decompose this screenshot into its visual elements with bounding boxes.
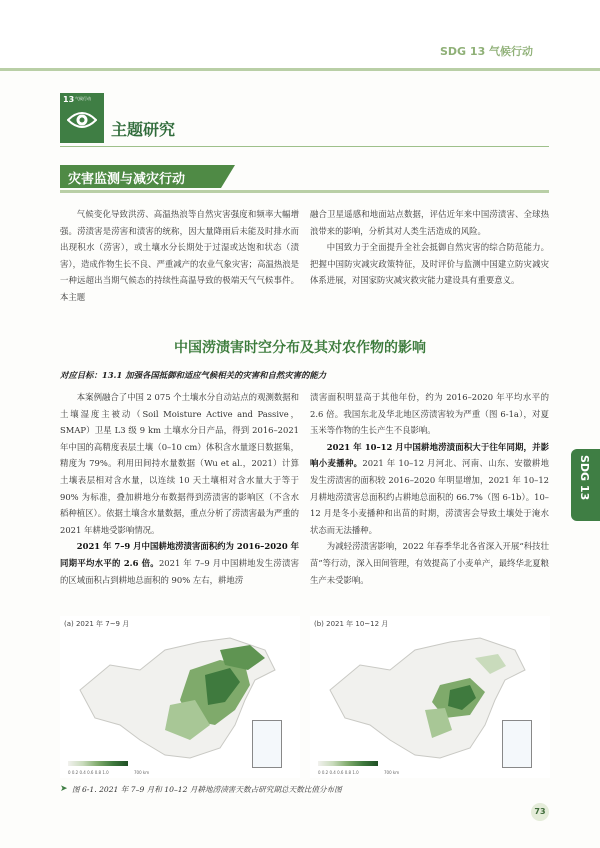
map-b-label: (b) 2021 年 10~12 月 [314,620,389,628]
body-right-paragraph-1: 渍害面积明显高于其他年份，约为 2016–2020 年平均水平的 2.6 倍。我国东北及华北地区涝渍害较为严重（图 6-1a），对夏玉米等作物的生长产生不良影响。 [310,392,549,436]
south-sea-inset-b [502,720,532,768]
page-number: 73 [531,803,549,821]
map-panel-b [310,616,550,778]
intro-left-paragraph: 气候变化导致洪涝、高温热浪等自然灾害强度和频率大幅增强。涝渍害是涝害和渍害的统称，因大量降雨后未能及时排水而出现积水（涝害），或土壤水分长期处于过湿或达饱和状态（渍害），造成作物生长不良、严重减产的农业气象灾害；高温热浪是一种远超出当期气候态的持续性高温导致的极端天气气候事件。本主题 [60,209,299,302]
body-right-paragraph-2 [310,439,549,539]
distance-scale-b: 700 km [384,770,400,775]
legend-scale-a [68,761,128,766]
subhead-banner: 灾害监测与减灾行动 [60,165,221,188]
body-left-highlight: 2021 年 7–9 月中国耕地涝渍害面积约为 2016–2020 年同期平均水平的 2.6 倍。 [60,541,299,568]
figure-caption: 图 6-1. 2021 年 7–9 月和 10–12 月耕地涝渍害天数占研究期总天数比值分布图 [72,785,342,794]
side-tab-label: SDG 13 [578,455,591,501]
intro-right-column [310,206,549,289]
side-sdg-tab [571,449,600,521]
legend-scale-b [318,761,378,766]
body-left-paragraph-1: 本案例融合了中国 2 075 个土壤水分自动站点的观测数据和土壤湿度主被动（Soil Moisture Active and Passive，SMAP）卫星 L3 级 9 km 土壤水分日产品，得到 2016–2021 年中国的高精度表层土壤（0–10 cm）体积含水量逐日数据集，精度为 79%。利用田间持水量数据（Wu et al.，2021）计算土壤表层相对含水量，以连续 10 天土壤相对含水量大于等于 90% 为标准，叠加耕地分布数据得到涝渍害的影响区（不含水稻种植区）。依据土壤含水量数据，重点分析了涝渍害最为严重的 2021 年耕地受影响情况。 [60,392,299,535]
sdg-badge [60,93,104,143]
body-right-column [310,389,549,588]
badge-label: 气候行动 [75,96,91,101]
south-sea-inset-a [252,720,282,768]
header-rule [0,68,600,71]
caption-arrow-icon: ➤ [60,784,68,794]
subhead-banner-tail [221,165,235,188]
body-right-paragraph-2-text: 2021 年 10–12 月河北、河南、山东、安徽耕地发生涝渍害的面积较 2016–2020 年明显增加，2021 年 10–12 月耕地涝渍害总面积约占耕地总面积的 66.7%（图 6-1b）。10–12 月是冬小麦播种和出苗的时期，涝渍害会导致土壤处于淹水状态而无法播种。 [310,458,549,535]
eye-globe-icon [67,109,97,131]
section-rule [60,146,549,147]
map-a-label: (a) 2021 年 7~9 月 [64,620,130,628]
legend-scale-b-label: 0 0.2 0.4 0.6 0.8 1.0 [318,770,359,775]
article-title: 中国涝渍害时空分布及其对农作物的影响 [174,340,426,356]
body-right-paragraph-3: 为减轻涝渍害影响，2022 年春季华北各省深入开展“科技壮苗”等行动，深入田间管理，有效提高了小麦单产，最终华北夏粮生产未受影响。 [310,541,549,585]
body-left-column [60,389,299,588]
intro-right-paragraph-1: 融合卫星遥感和地面站点数据，评估近年来中国涝渍害、全球热浪带来的影响，分析其对人类生活造成的风险。 [310,209,549,236]
header-sdg-tag: SDG 13 气候行动 [440,45,534,58]
subhead-rule [60,190,549,193]
distance-scale-a: 700 km [134,770,150,775]
map-panel-a [60,616,300,778]
section-title: 主题研究 [111,120,176,139]
intro-right-paragraph-2: 中国致力于全面提升全社会抵御自然灾害的综合防范能力。把握中国防灾减灾政策特征，及时评价与监测中国建立防灾减灾体系进展，对国家防灾减灾救灾能力建设具有重要意义。 [310,242,549,286]
body-left-paragraph-2-text: 2021 年 7–9 月中国耕地发生涝渍害的区域面积占到耕地总面积的 90% 左右，耕地涝 [60,557,299,585]
target-statement: 对应目标：13.1 加强各国抵御和适应气候相关的灾害和自然灾害的能力 [60,370,327,380]
badge-number: 13 [63,95,75,104]
body-left-paragraph-2 [60,538,299,588]
legend-scale-a-label: 0 0.2 0.4 0.6 0.8 1.0 [68,770,109,775]
body-right-highlight: 2021 年 10–12 月中国耕地涝渍面积大于往年同期，并影响小麦播种。 [310,441,549,469]
